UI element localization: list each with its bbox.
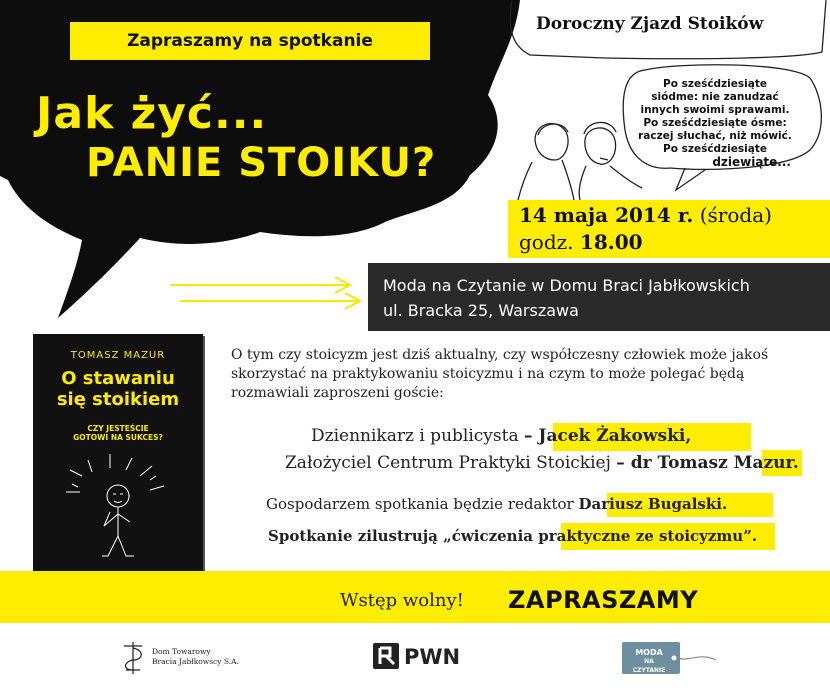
book-subtitle-line2: GOTOWI NA SUKCES? (73, 433, 163, 442)
place-line2: ul. Bracka 25, Warszawa (383, 301, 579, 320)
book-author: TOMASZ MAZUR (70, 350, 166, 361)
event-hour (519, 230, 643, 254)
guest-1-role: Dziennikarz i publicysta (311, 426, 524, 446)
invite-banner: Zapraszamy na spotkanie (70, 22, 430, 60)
comic-line: innych swoimi sprawami. (640, 104, 790, 116)
event-date-value: 14 maja 2014 r. (519, 203, 694, 227)
host-line (266, 495, 727, 513)
moda-line2: NA (644, 658, 654, 665)
guest-1-name: – Jacek Żakowski, (524, 426, 692, 446)
guest-2-name: – dr Tomasz Mazur. (616, 453, 799, 473)
book-figure-icon (60, 452, 180, 570)
dom-towarowy-logo-text (152, 647, 239, 667)
pwn-logo-icon (373, 643, 401, 669)
event-hour-label: godz. (519, 230, 574, 254)
moda-line1: MODA (635, 648, 663, 657)
guest-1 (311, 426, 691, 446)
comic-speech-text (625, 78, 805, 169)
host-name: Dariusz Bugalski. (578, 495, 728, 513)
logo-dt-line1: Dom Towarowy (152, 647, 211, 656)
guest-2-role: Założyciel Centrum Praktyki Stoickiej (285, 453, 617, 473)
dom-towarowy-logo-icon (118, 640, 148, 676)
logo-dt-line2: Bracia Jabłkowscy S.A. (152, 657, 239, 666)
event-hour-value: 18.00 (579, 230, 643, 254)
host-text: Gospodarzem spotkania będzie redaktor (266, 495, 579, 513)
entry-free: Wstęp wolny! (340, 590, 464, 611)
event-weekday: (środa) (699, 203, 772, 227)
comic-line: raczej słuchać, niż mówić. (638, 130, 792, 142)
moda-logo-text (626, 648, 672, 675)
book-subtitle (33, 424, 203, 442)
book-title-line2: się stoikiem (56, 389, 180, 410)
pwn-logo-text: PWN (404, 645, 461, 669)
comic-line: Po sześćdziesiąte ósme: (643, 117, 787, 129)
event-date (519, 203, 772, 227)
book-subtitle-line1: CZY JESTEŚCIE (87, 424, 149, 433)
comic-line: Po sześćdziesiąte (663, 143, 767, 155)
comic-congress-sign: Doroczny Zjazd Stoików (536, 14, 764, 34)
book-title-line1: O stawaniu (61, 368, 175, 389)
place-box (368, 263, 830, 331)
page-title-line1: Jak żyć... (36, 88, 268, 139)
arrow-decoration (150, 255, 390, 335)
page-title-line2: PANIE STOIKU? (86, 140, 437, 186)
comic-line: dziewiąte... (712, 155, 791, 169)
comic-line: Po sześćdziesiąte (663, 78, 767, 90)
place-line1: Moda na Czytanie w Domu Braci Jabłkowskich (383, 276, 750, 295)
illustrate-line: Spotkanie zilustrują „ćwiczenia praktyczne ze stoicyzmu”. (268, 527, 758, 545)
event-description: O tym czy stoicyzm jest dziś aktualny, czy współczesny człowiek może jakoś skorzystać na praktykowaniu stoicyzmu i na czym to może polegać będą rozmawiali zaproszeni goście: (231, 347, 769, 401)
moda-line3: CZYTANIE (632, 667, 666, 674)
guest-2 (285, 453, 799, 473)
comic-line: siódme: nie zanudzać (651, 91, 779, 103)
book-title (33, 368, 203, 410)
invite-cta: ZAPRASZAMY (508, 586, 699, 614)
